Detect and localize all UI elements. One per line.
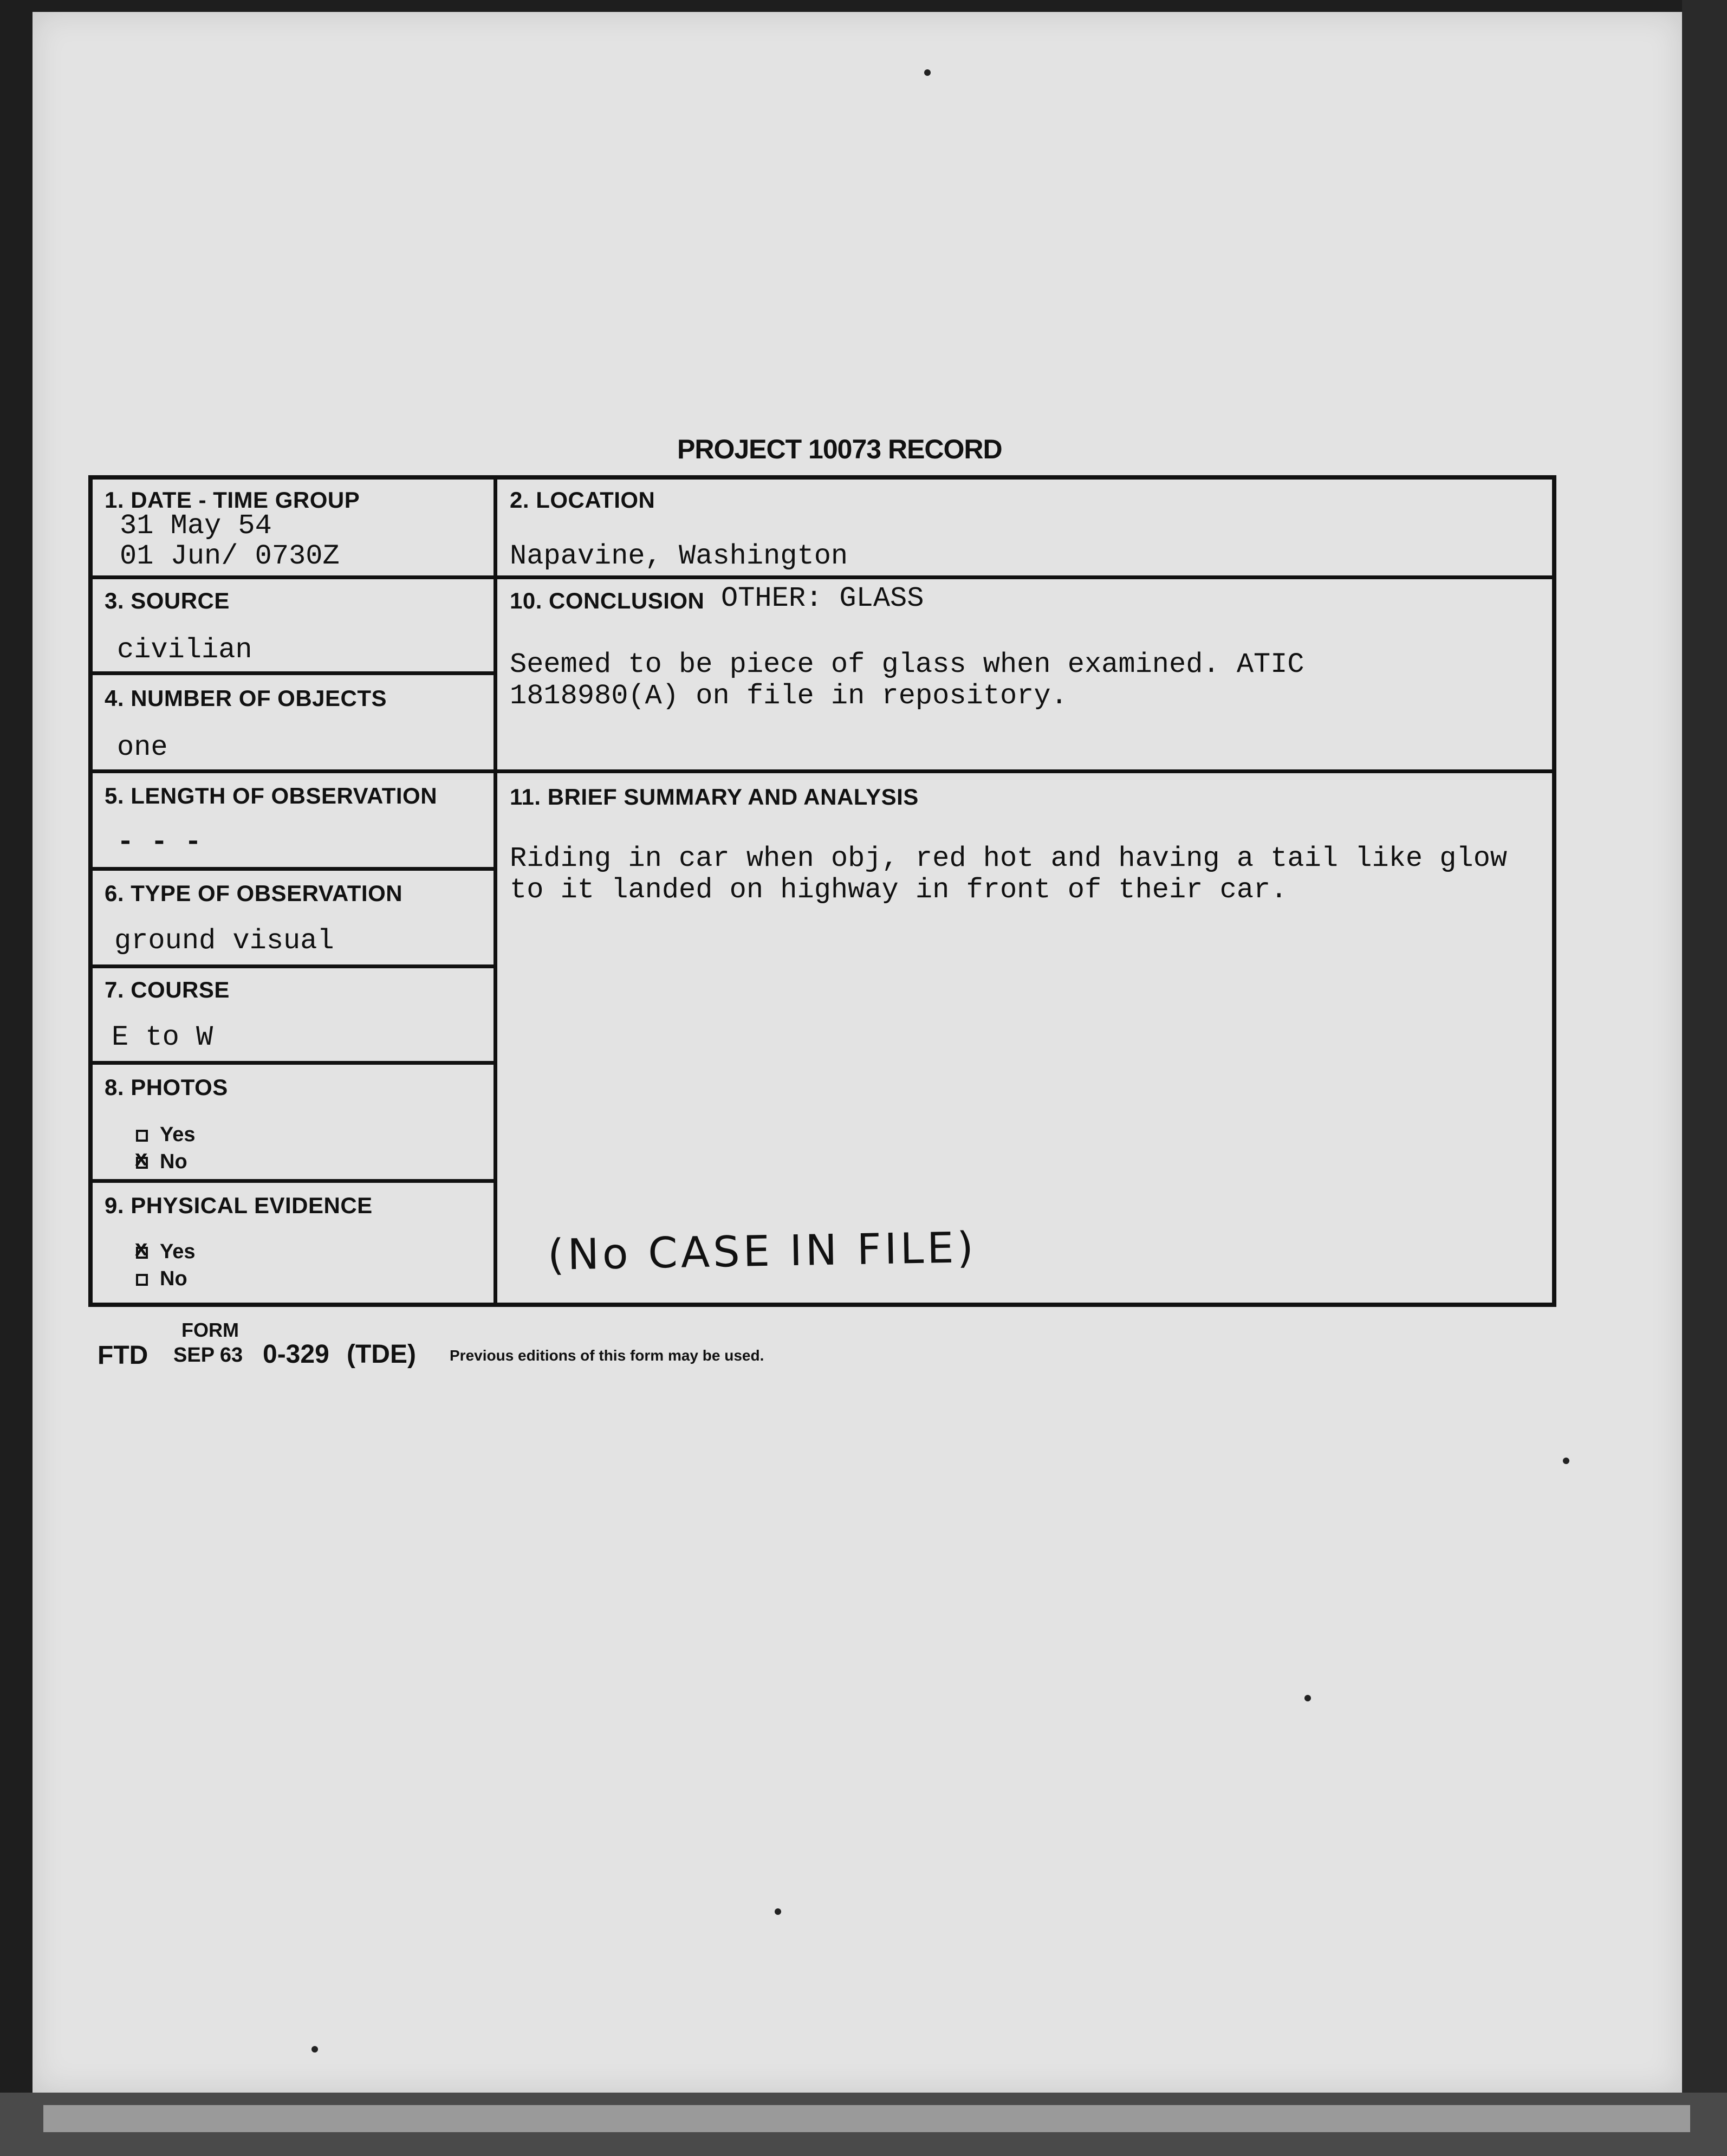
physical-evidence-yes-option <box>136 1240 196 1264</box>
date-time-group-label: 1. DATE - TIME GROUP <box>105 487 360 513</box>
location-value: Napavine, Washington <box>510 540 848 572</box>
type-of-observation-label: 6. TYPE OF OBSERVATION <box>105 880 403 906</box>
scan-edge <box>1682 0 1727 2156</box>
physical-evidence-no-option <box>136 1267 187 1291</box>
physical-evidence-yes-label: Yes <box>160 1240 196 1263</box>
row-divider <box>93 575 1552 579</box>
course-label: 7. COURSE <box>105 977 230 1002</box>
row-divider <box>93 671 496 675</box>
summary-text-line1: Riding in car when obj, red hot and having a tail like glow <box>510 843 1508 875</box>
conclusion-value: OTHER: GLASS <box>721 582 924 614</box>
summary-text-line2: to it landed on highway in front of their car. <box>510 874 1288 906</box>
handwritten-note: (No CASE IN FILE) <box>547 1223 977 1280</box>
photos-yes-option <box>136 1123 196 1147</box>
scan-speck <box>1563 1458 1569 1464</box>
photos-no-label: No <box>160 1150 187 1173</box>
photos-no-option <box>136 1150 187 1174</box>
physical-evidence-label: 9. PHYSICAL EVIDENCE <box>105 1193 373 1218</box>
ftd-label: FTD <box>98 1341 148 1370</box>
form-word: FORM <box>181 1319 239 1341</box>
row-divider <box>93 1061 496 1065</box>
scan-speck <box>775 1908 781 1915</box>
conclusion-text-line2: 1818980(A) on file in repository. <box>510 680 1068 712</box>
physical-evidence-yes-checkbox <box>136 1247 148 1259</box>
source-value: civilian <box>117 634 252 666</box>
length-of-observation-value: - - - <box>117 826 202 858</box>
row-divider <box>93 867 496 871</box>
course-value: E to W <box>112 1021 213 1053</box>
form-date-code: SEP 63 <box>173 1344 243 1367</box>
location-label: 2. LOCATION <box>510 487 655 513</box>
photos-yes-checkbox <box>136 1130 148 1142</box>
number-of-objects-label: 4. NUMBER OF OBJECTS <box>105 685 387 711</box>
record-form <box>88 475 1556 1307</box>
form-dept: (TDE) <box>347 1340 416 1369</box>
scan-bottom-band <box>43 2105 1690 2132</box>
length-of-observation-label: 5. LENGTH OF OBSERVATION <box>105 783 438 808</box>
conclusion-text-line1: Seemed to be piece of glass when examined. ATIC <box>510 649 1304 681</box>
row-divider <box>93 1179 496 1183</box>
time-value: 01 Jun/ 0730Z <box>120 540 340 572</box>
photos-no-checkbox <box>136 1157 148 1169</box>
form-note: Previous editions of this form may be used. <box>450 1347 764 1364</box>
scan-speck <box>311 2046 318 2053</box>
scan-speck <box>1304 1695 1311 1701</box>
physical-evidence-no-checkbox <box>136 1274 148 1286</box>
row-divider <box>93 769 1552 773</box>
date-value: 31 May 54 <box>120 510 272 542</box>
number-of-objects-value: one <box>117 731 168 763</box>
form-title: PROJECT 10073 RECORD <box>677 434 1002 464</box>
physical-evidence-no-label: No <box>160 1267 187 1290</box>
conclusion-label: 10. CONCLUSION <box>510 588 705 613</box>
summary-label: 11. BRIEF SUMMARY AND ANALYSIS <box>510 784 919 810</box>
photos-yes-label: Yes <box>160 1123 196 1146</box>
row-divider <box>93 964 496 968</box>
photos-label: 8. PHOTOS <box>105 1074 228 1100</box>
form-number: 0-329 <box>263 1340 329 1369</box>
type-of-observation-value: ground visual <box>114 925 334 957</box>
scan-speck <box>924 69 931 76</box>
source-label: 3. SOURCE <box>105 588 230 613</box>
